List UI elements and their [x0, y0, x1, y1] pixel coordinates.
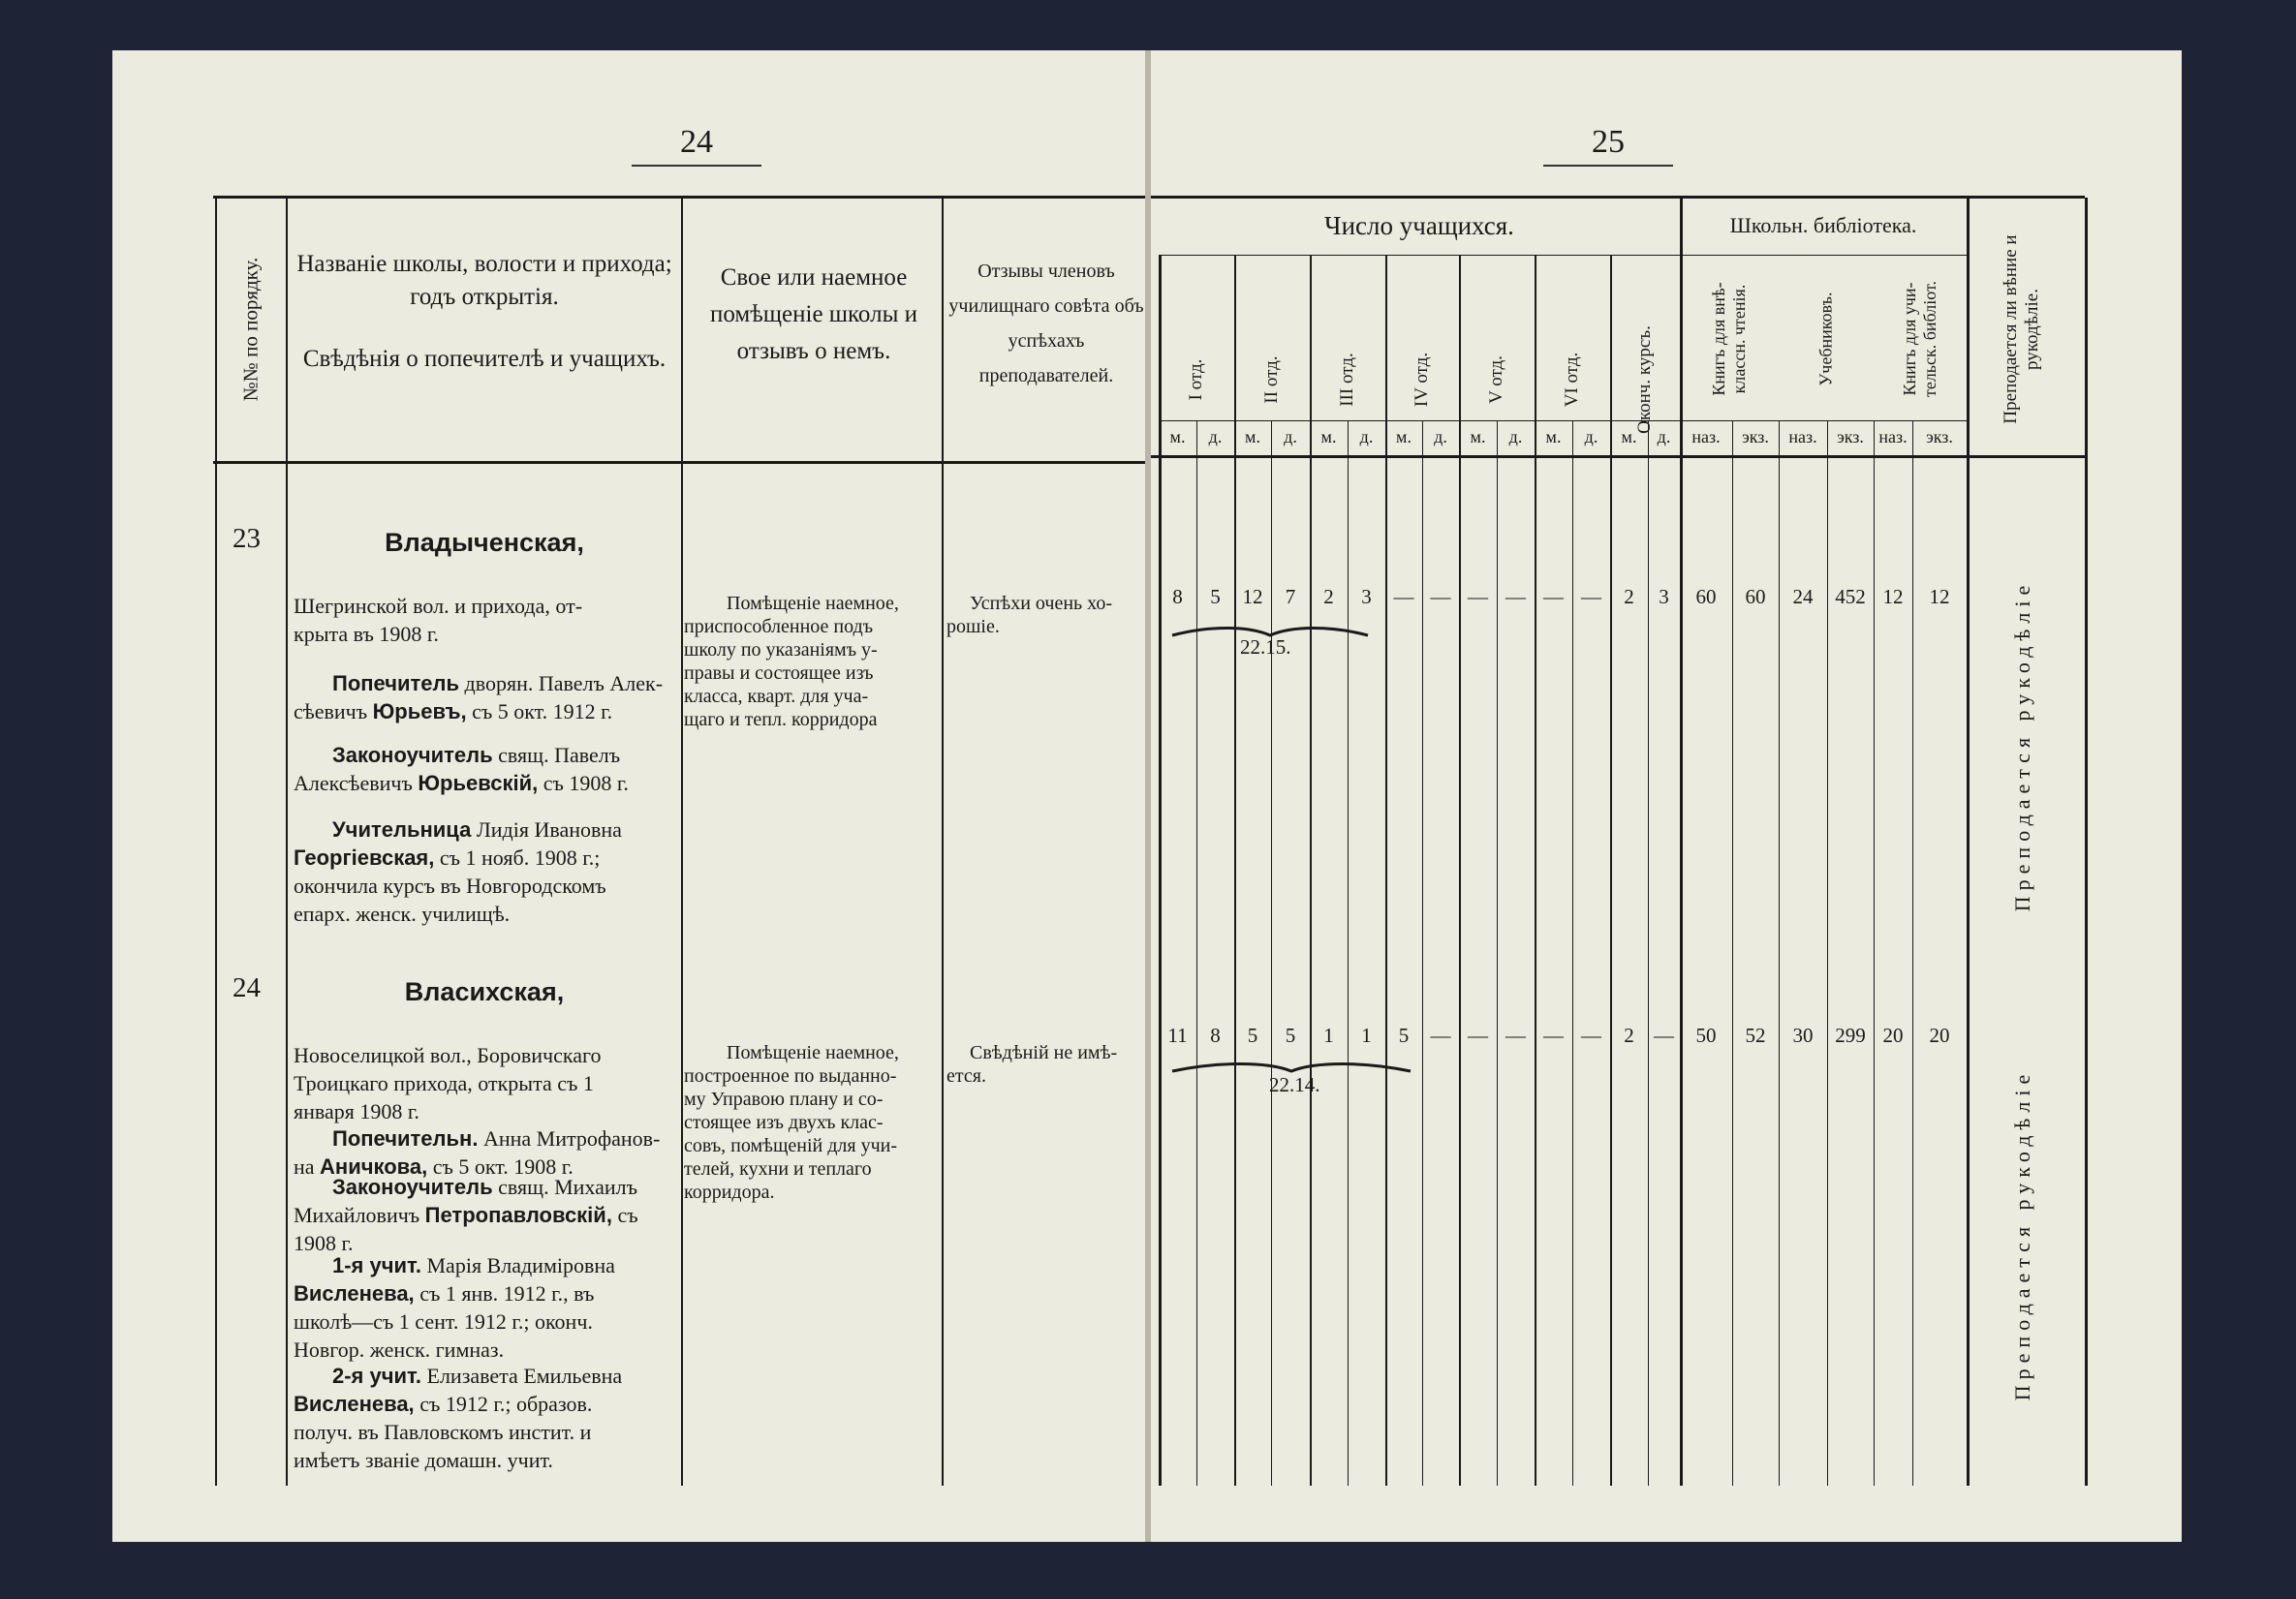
- table-cell: 60: [1695, 585, 1717, 608]
- column-rule: [1967, 198, 1970, 1486]
- header-trustee-info: Свѣдѣнія о попечителѣ и учащихъ.: [302, 346, 667, 372]
- entry-number: 23: [233, 523, 261, 554]
- table-cell: 2: [1624, 1024, 1634, 1047]
- table-cell: 24: [1792, 585, 1814, 608]
- column-rule: [1422, 421, 1423, 1486]
- table-cell: —: [1430, 1024, 1451, 1047]
- m-header: м.: [1621, 427, 1637, 446]
- table-cell: 12: [1242, 585, 1263, 608]
- column-header: Оконч. курсъ.: [1634, 325, 1655, 434]
- table-cell: 5: [1210, 585, 1221, 608]
- ekz-header: экз.: [1926, 427, 1953, 446]
- review-info: Успѣхи очень хо- рошіе.: [946, 593, 1113, 637]
- table-cell: —: [1430, 585, 1451, 608]
- table-cell: 1: [1323, 1024, 1334, 1047]
- parish-info: Новоселицкой вол., Боровичскаго Троицкаго прихода, открыта съ 1 января 1908 г.: [294, 1043, 602, 1123]
- m-header: м.: [1470, 427, 1486, 446]
- column-rule: [1497, 421, 1498, 1486]
- column-rule: [681, 198, 683, 1486]
- table-cell: 52: [1745, 1024, 1766, 1047]
- table-cell: 299: [1835, 1024, 1866, 1047]
- table-cell: 5: [1398, 1024, 1410, 1047]
- table-cell: —: [1505, 585, 1526, 608]
- column-header: VI отд.: [1562, 352, 1582, 408]
- table-top-rule: [213, 196, 1145, 199]
- column-rule: [1827, 421, 1828, 1486]
- school-name: Владыченская,: [385, 528, 584, 557]
- handicraft-note: Преподается рукодѣліе: [2010, 579, 2034, 912]
- teacher-info: Учительница Лидія Ивановна Георгіевская, съ 1 нояб. 1908 г.; окончила курсъ въ Новгородскомъ епарх. женск. училищѣ.: [294, 817, 622, 926]
- column-rule: [1348, 421, 1349, 1486]
- column-rule: [1732, 421, 1733, 1486]
- column-rule: [1271, 421, 1272, 1486]
- library-column-header: Книгъ для учи-тельск. библіот.: [1900, 280, 1939, 398]
- header-bottom-rule: [1151, 455, 2085, 458]
- column-rule: [1874, 421, 1875, 1486]
- column-rule: [942, 198, 944, 1486]
- md-header-rule: [1159, 420, 1967, 421]
- table-top-rule: [1151, 196, 2085, 199]
- header-order-no: №№ по порядку.: [238, 257, 263, 402]
- ekz-header: экз.: [1837, 427, 1864, 446]
- table-cell: 5: [1285, 1024, 1296, 1047]
- teacher-info: 2-я учит. Елизавета Емильевна Висленева, съ 1912 г.; образов. получ. въ Павловскомъ инстит. и имѣетъ званіе домашн. учит.: [294, 1364, 623, 1472]
- teacher-info: 1-я учит. Марія Владиміровна Висленева, съ 1 янв. 1912 г., въ школѣ—съ 1 сент. 1912 г.; оконч. Новгор. женск. гимназ.: [294, 1253, 615, 1362]
- header-premises: Свое или наемное помѣщеніе школы и отзывъ о немъ.: [709, 264, 917, 364]
- table-cell: 12: [1929, 585, 1950, 608]
- column-header: IV отд.: [1412, 352, 1432, 408]
- column-rule: [1572, 421, 1573, 1486]
- m-header: м.: [1545, 427, 1562, 446]
- students-header-rule: [1159, 255, 1680, 256]
- header-students: Число учащихся.: [1324, 211, 1514, 240]
- premises-info: Помѣщеніе наемное, приспособленное подъ школу по указаніямъ у- правы и состоящее изъ класса, кварт. для уча- щаго и тепл. корридора: [684, 593, 899, 730]
- page-number-left: 24: [680, 124, 713, 160]
- total-label: 22.15.: [1240, 635, 1291, 659]
- library-header-rule: [1680, 255, 1967, 256]
- table-cell: 5: [1247, 1024, 1258, 1047]
- table-cell: 20: [1882, 1024, 1904, 1047]
- d-header: д.: [1508, 427, 1523, 446]
- d-header: д.: [1359, 427, 1374, 446]
- column-header: II отд.: [1261, 355, 1282, 404]
- d-header: д.: [1584, 427, 1598, 446]
- review-info: Свѣдѣній не имѣ- ется.: [946, 1042, 1118, 1087]
- header-library: Школьн. библіотека.: [1729, 213, 1917, 237]
- m-header: м.: [1396, 427, 1412, 446]
- law-teacher-info: Законоучитель свящ. Михаилъ Михайловичъ Петропавловскій, съ 1908 г.: [294, 1175, 638, 1255]
- table-cell: —: [1654, 1024, 1674, 1047]
- column-rule: [1648, 421, 1649, 1486]
- table-cell: 50: [1695, 1024, 1717, 1047]
- table-cell: 7: [1285, 585, 1296, 608]
- d-header: д.: [1208, 427, 1223, 446]
- ekz-header: экз.: [1742, 427, 1769, 446]
- library-column-header: Учебниковъ.: [1815, 292, 1836, 386]
- table-cell: 2: [1624, 585, 1634, 608]
- page-number-underline: [632, 165, 761, 167]
- table-cell: 452: [1835, 585, 1866, 608]
- page-number-right: 25: [1592, 124, 1625, 160]
- table-cell: —: [1393, 585, 1414, 608]
- column-rule: [1779, 421, 1780, 1486]
- m-header: м.: [1169, 427, 1186, 446]
- premises-info: Помѣщеніе наемное, построенное по выданно- му Управою плану и со- стоящее изъ двухъ клас- совъ, помѣщеній для учи- телей, кухни и теплаго корридора.: [684, 1042, 899, 1203]
- table-cell: 8: [1172, 585, 1183, 608]
- column-header: I отд.: [1186, 358, 1206, 401]
- m-header: м.: [1245, 427, 1260, 446]
- column-header: III отд.: [1337, 353, 1357, 407]
- m-header: м.: [1320, 427, 1337, 446]
- table-cell: 8: [1210, 1024, 1221, 1047]
- school-name: Власихская,: [404, 977, 565, 1006]
- table-cell: —: [1543, 1024, 1564, 1047]
- header-school-name: Названіе школы, волости и прихода; годъ открытія.: [296, 251, 672, 310]
- table-cell: 1: [1361, 1024, 1372, 1047]
- column-rule: [286, 198, 288, 1486]
- column-rule: [1912, 421, 1913, 1486]
- law-teacher-info: Законоучитель свящ. Павелъ Алексѣевичъ Юрьевскій, съ 1908 г.: [294, 743, 629, 795]
- naz-header: наз.: [1691, 427, 1721, 446]
- total-label: 22.14.: [1269, 1073, 1320, 1096]
- parish-info: Шегринской вол. и прихода, от- крыта въ 1908 г.: [294, 594, 583, 646]
- table-cell: 12: [1882, 585, 1904, 608]
- table-cell: 3: [1659, 585, 1669, 608]
- page-number-underline: [1543, 165, 1673, 167]
- table-cell: —: [1543, 585, 1564, 608]
- table-cell: 30: [1792, 1024, 1814, 1047]
- d-header: д.: [1434, 427, 1447, 446]
- trustee-info: Попечительн. Анна Митрофанов- на Аничкова, съ 5 окт. 1908 г.: [294, 1126, 661, 1179]
- library-column-header: Книгъ для внѣ-классн. чтенія.: [1709, 282, 1749, 396]
- naz-header: наз.: [1878, 427, 1908, 446]
- table-cell: —: [1468, 585, 1488, 608]
- column-rule: [215, 198, 217, 1486]
- column-rule: [1196, 421, 1197, 1486]
- handicraft-note: Преподается рукодѣліе: [2010, 1068, 2034, 1401]
- entry-number: 24: [233, 972, 261, 1003]
- trustee-info: Попечитель дворян. Павелъ Алек- сѣевичъ Юрьевъ, съ 5 окт. 1912 г.: [294, 671, 664, 723]
- table-cell: 2: [1323, 585, 1334, 608]
- d-header: д.: [1657, 427, 1671, 446]
- column-rule: [2085, 198, 2088, 1486]
- table-cell: —: [1468, 1024, 1488, 1047]
- table-cell: —: [1581, 585, 1601, 608]
- table-cell: 3: [1361, 585, 1372, 608]
- header-handicraft: Преподается ли вѣние и рукодѣліе.: [2001, 234, 2042, 424]
- column-header: V отд.: [1486, 355, 1506, 404]
- naz-header: наз.: [1788, 427, 1817, 446]
- table-cell: —: [1505, 1024, 1526, 1047]
- column-rule: [1680, 198, 1683, 1486]
- table-cell: 20: [1929, 1024, 1950, 1047]
- d-header: д.: [1284, 427, 1297, 446]
- header-reviews: Отзывы членовъ училищнаго совѣта объ успѣхахъ преподавателей.: [948, 261, 1144, 386]
- table-cell: 11: [1167, 1024, 1188, 1047]
- table-cell: 60: [1745, 585, 1766, 608]
- table-cell: —: [1581, 1024, 1601, 1047]
- header-bottom-rule: [213, 461, 1145, 464]
